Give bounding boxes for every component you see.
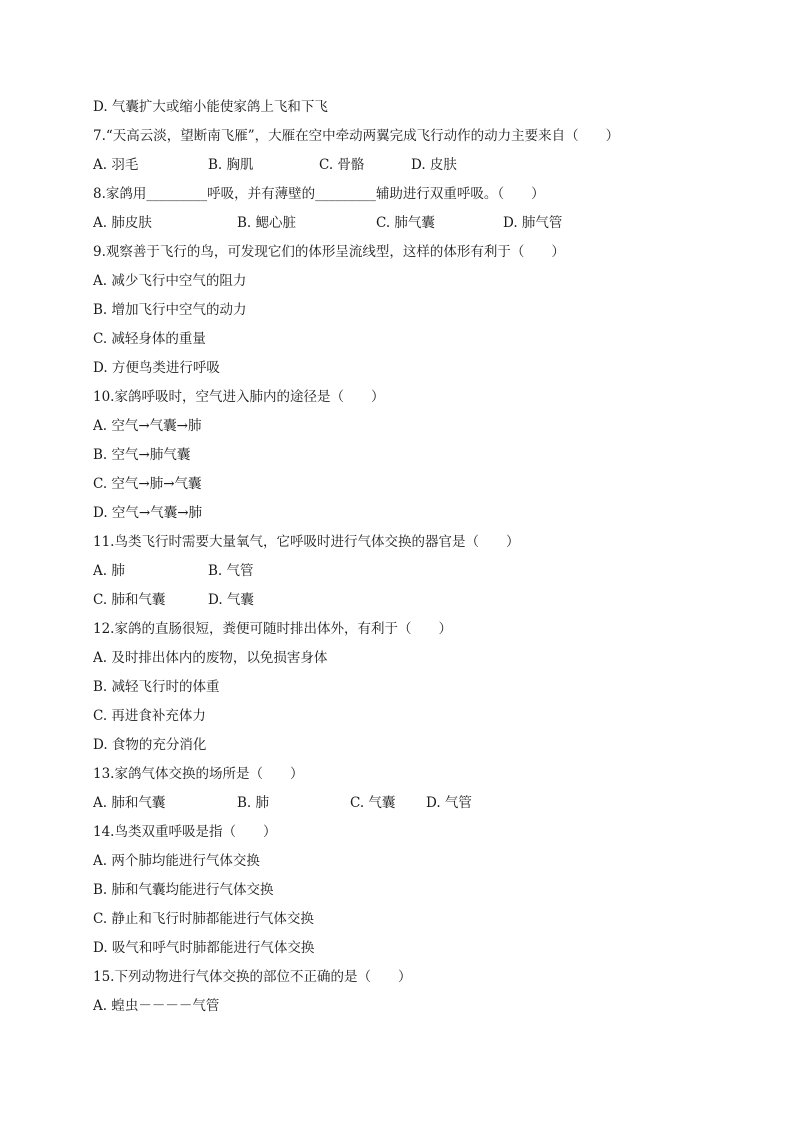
q8-option-d: D. 肺气管 — [503, 215, 563, 231]
q14-option-d: D. 吸气和呼气时肺都能进行气体交换 — [93, 940, 315, 956]
q14-option-a: A. 两个肺均能进行气体交换 — [93, 853, 260, 869]
question-9: 9.观察善于飞行的鸟，可发现它们的体形呈流线型，这样的体形有利于（ ） — [93, 244, 565, 260]
question-12: 12.家鸽的直肠很短，粪便可随时排出体外，有利于（ ） — [93, 621, 452, 637]
q9-option-c: C. 减轻身体的重量 — [93, 331, 206, 347]
q13-option-b: B. 肺 — [237, 795, 270, 811]
q10-option-b: B. 空气→肺气囊 — [93, 447, 191, 463]
q7-option-c: C. 骨骼 — [319, 157, 365, 173]
q13-option-c: C. 气囊 — [350, 795, 396, 811]
q9-option-b: B. 增加飞行中空气的动力 — [93, 302, 247, 318]
q10-option-d: D. 空气→气囊→肺 — [93, 505, 203, 521]
q9-option-d: D. 方便鸟类进行呼吸 — [93, 360, 220, 376]
q6-option-d: D. 气囊扩大或缩小能使家鸽上飞和下飞 — [93, 99, 328, 115]
q11-option-c: C. 肺和气囊 — [93, 592, 166, 608]
question-7: 7.“天高云淡，望断南飞雁”，大雁在空中牵动两翼完成飞行动作的动力主要来自（ ） — [93, 128, 620, 144]
q12-option-d: D. 食物的充分消化 — [93, 737, 207, 753]
q12-option-a: A. 及时排出体内的废物，以免损害身体 — [93, 650, 328, 666]
question-11: 11.鸟类飞行时需要大量氧气，它呼吸时进行气体交换的器官是（ ） — [93, 534, 520, 550]
q10-option-c: C. 空气→肺→气囊 — [93, 476, 202, 492]
q8-option-a: A. 肺皮肤 — [93, 215, 152, 231]
q7-option-a: A. 羽毛 — [93, 157, 139, 173]
q15-option-a: A. 蝗虫－－－－气管 — [93, 998, 220, 1014]
q14-option-b: B. 肺和气囊均能进行气体交换 — [93, 882, 274, 898]
q14-option-c: C. 静止和飞行时肺都能进行气体交换 — [93, 911, 314, 927]
q11-option-a: A. 肺 — [93, 563, 125, 579]
q9-option-a: A. 减少飞行中空气的阻力 — [93, 273, 247, 289]
q11-option-b: B. 气管 — [208, 563, 254, 579]
q8-option-b: B. 鳃心脏 — [237, 215, 297, 231]
question-8: 8.家鸽用_________呼吸，并有薄壁的_________辅助进行双重呼吸。（ ） — [93, 186, 545, 202]
q11-option-d: D. 气囊 — [208, 592, 254, 608]
q10-option-a: A. 空气→气囊→肺 — [93, 418, 202, 434]
q13-option-d: D. 气管 — [426, 795, 472, 811]
q13-option-a: A. 肺和气囊 — [93, 795, 166, 811]
q7-option-b: B. 胸肌 — [208, 157, 254, 173]
q12-option-b: B. 减轻飞行时的体重 — [93, 679, 220, 695]
question-14: 14.鸟类双重呼吸是指（ ） — [93, 824, 277, 840]
question-15: 15.下列动物进行气体交换的部位不正确的是（ ） — [93, 969, 412, 985]
question-13: 13.家鸽气体交换的场所是（ ） — [93, 766, 304, 782]
q12-option-c: C. 再进食补充体力 — [93, 708, 206, 724]
question-10: 10.家鸽呼吸时，空气进入肺内的途径是（ ） — [93, 389, 385, 405]
q8-option-c: C. 肺气囊 — [376, 215, 435, 231]
q7-option-d: D. 皮肤 — [411, 157, 457, 173]
